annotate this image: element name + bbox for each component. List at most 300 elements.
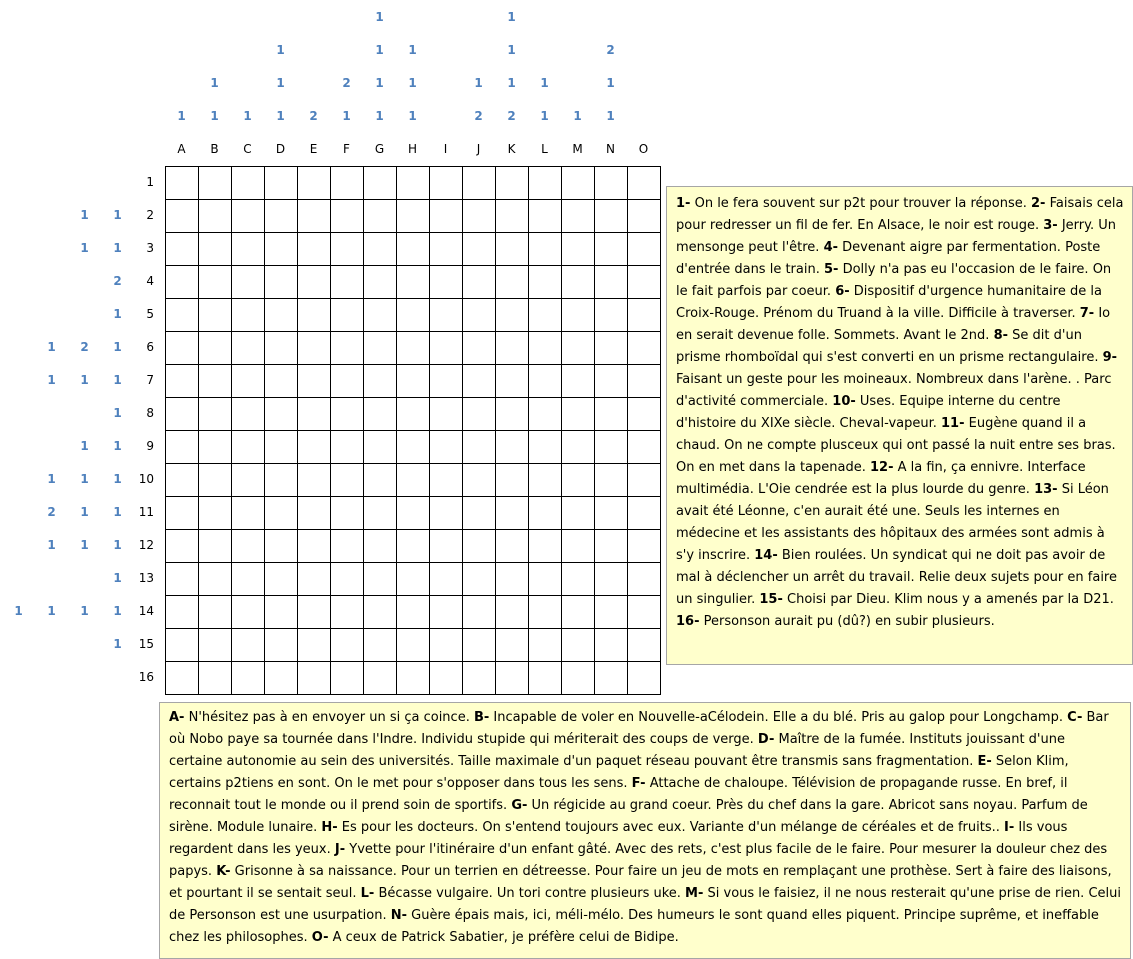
column-clue-number: 1 <box>408 109 417 123</box>
grid-cell[interactable] <box>463 497 496 530</box>
definition-text: Bar où Nobo paye sa tournée dans l'Indre. Individu stupide qui mériterait des coups de verge. <box>169 710 1109 747</box>
grid-cell[interactable] <box>364 563 397 596</box>
grid-cell[interactable] <box>529 299 562 332</box>
grid-cell[interactable] <box>430 464 463 497</box>
grid-cell[interactable] <box>628 629 661 662</box>
definition-text: Maître de la fumée. Instituts jouissant d'une certaine autonomie au sein des universités. Taille maximale d'un paquet réseau pouvant être transmis sans fragmentation. <box>169 732 1065 769</box>
grid-cell[interactable] <box>265 200 298 233</box>
grid-cell[interactable] <box>199 530 232 563</box>
grid-cell[interactable] <box>430 497 463 530</box>
grid-cell[interactable] <box>397 233 430 266</box>
definition-text: Devenant aigre par fermentation. Poste d'entrée dans le train. <box>676 240 1101 277</box>
grid-cell[interactable] <box>562 662 595 695</box>
grid-cell[interactable] <box>496 530 529 563</box>
definition-item <box>676 196 1031 211</box>
grid-cell[interactable] <box>232 497 265 530</box>
row-clue-number: 1 <box>113 439 122 453</box>
grid-cell[interactable] <box>430 530 463 563</box>
grid-cell[interactable] <box>232 563 265 596</box>
grid-cell[interactable] <box>595 200 628 233</box>
grid-cell[interactable] <box>265 398 298 431</box>
grid-cell[interactable] <box>298 200 331 233</box>
row-number-2: 2 <box>146 208 154 222</box>
grid-cell[interactable] <box>397 167 430 200</box>
grid-cell[interactable] <box>496 167 529 200</box>
column-letter-l: L <box>541 142 548 156</box>
grid-cell[interactable] <box>628 332 661 365</box>
grid-cell[interactable] <box>232 629 265 662</box>
definition-text: Faisant un geste pour les moineaux. Nombreux dans l'arène. . Parc d'activité commerciale. <box>676 372 1112 409</box>
row-clue-number: 1 <box>113 505 122 519</box>
grid-cell[interactable] <box>562 530 595 563</box>
grid-cell[interactable] <box>265 596 298 629</box>
grid-cell[interactable] <box>199 497 232 530</box>
row-clue-number: 1 <box>113 307 122 321</box>
grid-cell[interactable] <box>331 200 364 233</box>
column-letter-e: E <box>309 142 318 156</box>
grid-cell[interactable] <box>562 233 595 266</box>
grid-cell[interactable] <box>595 266 628 299</box>
grid-cell[interactable] <box>298 266 331 299</box>
row-number-13: 13 <box>138 571 154 585</box>
grid-cell[interactable] <box>397 299 430 332</box>
grid-cell[interactable] <box>298 563 331 596</box>
grid-cell[interactable] <box>397 662 430 695</box>
definition-text: Eugène quand il a chaud. On ne compte plusceux qui ont passé la nuit entre ses bras. On en met dans la tapenade. <box>676 416 1116 475</box>
grid-cell[interactable] <box>595 563 628 596</box>
grid-cell[interactable] <box>397 497 430 530</box>
column-clue-number: 1 <box>573 109 582 123</box>
grid-cell[interactable] <box>199 398 232 431</box>
grid-cell[interactable] <box>298 299 331 332</box>
grid-cell[interactable] <box>595 233 628 266</box>
grid-cell[interactable] <box>397 398 430 431</box>
grid-cell[interactable] <box>463 596 496 629</box>
grid-cell[interactable] <box>331 266 364 299</box>
grid-cell[interactable] <box>298 596 331 629</box>
grid-cell[interactable] <box>463 167 496 200</box>
grid-cell[interactable] <box>298 431 331 464</box>
column-clue-number: 2 <box>507 109 516 123</box>
grid-cell[interactable] <box>166 200 199 233</box>
grid-cell[interactable] <box>628 167 661 200</box>
definition-text: Si vous le faisiez, il ne nous resterait qu'une prise de rien. Celui de Personson est une usurpation. <box>169 886 1121 923</box>
grid-cell[interactable] <box>463 299 496 332</box>
definition-item <box>676 614 995 629</box>
grid-cell[interactable] <box>199 629 232 662</box>
grid-cell[interactable] <box>562 266 595 299</box>
grid-cell[interactable] <box>595 431 628 464</box>
grid-cell[interactable] <box>562 200 595 233</box>
grid-cell[interactable] <box>298 530 331 563</box>
definition-label: I- <box>1004 820 1015 835</box>
grid-cell[interactable] <box>397 200 430 233</box>
row-clue-number: 1 <box>47 604 56 618</box>
grid-cell[interactable] <box>628 398 661 431</box>
grid-cell[interactable] <box>265 662 298 695</box>
grid-cell[interactable] <box>331 662 364 695</box>
grid-cell[interactable] <box>397 431 430 464</box>
grid-cell[interactable] <box>529 266 562 299</box>
grid-cell[interactable] <box>331 431 364 464</box>
grid-cell[interactable] <box>562 464 595 497</box>
grid-cell[interactable] <box>562 167 595 200</box>
row-clue-number: 1 <box>47 373 56 387</box>
grid-cell[interactable] <box>562 299 595 332</box>
row-number-12: 12 <box>138 538 154 552</box>
grid-cell[interactable] <box>562 365 595 398</box>
definition-label: 2- <box>1031 196 1046 211</box>
grid-cell[interactable] <box>628 464 661 497</box>
grid-cell[interactable] <box>232 398 265 431</box>
grid-cell[interactable] <box>364 464 397 497</box>
grid-cell[interactable] <box>562 497 595 530</box>
grid-cell[interactable] <box>529 167 562 200</box>
grid-cell[interactable] <box>496 464 529 497</box>
grid-cell[interactable] <box>430 398 463 431</box>
definition-label: O- <box>311 930 329 945</box>
grid-cell[interactable] <box>331 629 364 662</box>
grid-cell[interactable] <box>529 464 562 497</box>
grid-cell[interactable] <box>265 365 298 398</box>
grid-cell[interactable] <box>364 497 397 530</box>
grid-cell[interactable] <box>232 167 265 200</box>
grid-cell[interactable] <box>298 497 331 530</box>
grid-cell[interactable] <box>364 629 397 662</box>
grid-cell[interactable] <box>529 662 562 695</box>
column-clue-number: 1 <box>507 43 516 57</box>
grid-cell[interactable] <box>166 629 199 662</box>
grid-cell[interactable] <box>364 233 397 266</box>
grid-cell[interactable] <box>496 596 529 629</box>
definition-label: 5- <box>823 262 839 277</box>
grid-cell[interactable] <box>364 596 397 629</box>
definition-label: 4- <box>823 240 839 255</box>
grid-cell[interactable] <box>199 662 232 695</box>
grid-cell[interactable] <box>463 431 496 464</box>
grid-cell[interactable] <box>298 332 331 365</box>
grid-cell[interactable] <box>199 431 232 464</box>
row-clue-number: 1 <box>113 604 122 618</box>
grid-cell[interactable] <box>364 332 397 365</box>
definition-label: G- <box>511 798 528 813</box>
grid-cell[interactable] <box>397 530 430 563</box>
definition-label: 3- <box>1043 218 1058 233</box>
grid-cell[interactable] <box>496 332 529 365</box>
grid-cell[interactable] <box>463 332 496 365</box>
grid-cell[interactable] <box>397 332 430 365</box>
column-clue-number: 1 <box>276 109 285 123</box>
column-letter-d: D <box>275 142 286 156</box>
grid-cell[interactable] <box>529 497 562 530</box>
grid-cell[interactable] <box>430 431 463 464</box>
grid-cell[interactable] <box>199 563 232 596</box>
row-number-10: 10 <box>138 472 154 486</box>
grid-cell[interactable] <box>364 167 397 200</box>
grid-cell[interactable] <box>265 629 298 662</box>
grid-cell[interactable] <box>496 365 529 398</box>
grid-cell[interactable] <box>397 563 430 596</box>
grid-cell[interactable] <box>529 398 562 431</box>
grid-cell[interactable] <box>628 365 661 398</box>
grid-cell[interactable] <box>364 365 397 398</box>
column-clue-number: 1 <box>507 76 516 90</box>
grid-cell[interactable] <box>364 530 397 563</box>
grid-cell[interactable] <box>397 629 430 662</box>
grid-cell[interactable] <box>595 662 628 695</box>
row-clue-number: 1 <box>113 340 122 354</box>
grid-cell[interactable] <box>529 200 562 233</box>
grid-cell[interactable] <box>166 530 199 563</box>
grid-cell[interactable] <box>628 200 661 233</box>
column-clue-number: 2 <box>342 76 351 90</box>
grid-cell[interactable] <box>298 662 331 695</box>
grid-cell[interactable] <box>595 365 628 398</box>
grid-cell[interactable] <box>529 629 562 662</box>
grid-cell[interactable] <box>265 563 298 596</box>
grid-cell[interactable] <box>496 497 529 530</box>
grid-cell[interactable] <box>199 299 232 332</box>
grid-cell[interactable] <box>265 464 298 497</box>
grid-cell[interactable] <box>166 596 199 629</box>
grid-cell[interactable] <box>199 332 232 365</box>
grid-cell[interactable] <box>397 365 430 398</box>
grid-cell[interactable] <box>496 431 529 464</box>
grid-cell[interactable] <box>628 563 661 596</box>
grid-cell[interactable] <box>463 365 496 398</box>
grid-cell[interactable] <box>529 530 562 563</box>
grid-cell[interactable] <box>199 596 232 629</box>
grid-cell[interactable] <box>265 167 298 200</box>
grid-cell[interactable] <box>595 497 628 530</box>
grid-cell[interactable] <box>496 662 529 695</box>
grid-cell[interactable] <box>463 398 496 431</box>
grid-cell[interactable] <box>430 662 463 695</box>
grid-cell[interactable] <box>562 431 595 464</box>
grid-cell[interactable] <box>397 596 430 629</box>
grid-cell[interactable] <box>595 530 628 563</box>
row-clue-number: 1 <box>113 571 122 585</box>
definition-label: A- <box>169 710 185 725</box>
grid-cell[interactable] <box>430 596 463 629</box>
grid-cell[interactable] <box>529 431 562 464</box>
grid-cell[interactable] <box>232 530 265 563</box>
grid-cell[interactable] <box>430 200 463 233</box>
grid-cell[interactable] <box>331 233 364 266</box>
grid-cell[interactable] <box>496 266 529 299</box>
grid-cell[interactable] <box>331 167 364 200</box>
definition-label: 7- <box>1079 306 1095 321</box>
grid-cell[interactable] <box>595 398 628 431</box>
grid-cell[interactable] <box>199 167 232 200</box>
grid-cell[interactable] <box>199 266 232 299</box>
grid-cell[interactable] <box>529 332 562 365</box>
grid-cell[interactable] <box>496 200 529 233</box>
grid-cell[interactable] <box>595 629 628 662</box>
grid-cell[interactable] <box>430 629 463 662</box>
definition-text: Dolly n'a pas eu l'occasion de le faire. On le fait parfois par coeur. <box>676 262 1112 299</box>
grid-cell[interactable] <box>430 266 463 299</box>
grid-cell[interactable] <box>562 563 595 596</box>
grid-cell[interactable] <box>331 332 364 365</box>
grid-cell[interactable] <box>628 530 661 563</box>
grid-cell[interactable] <box>166 431 199 464</box>
grid-cell[interactable] <box>562 629 595 662</box>
grid-cell[interactable] <box>199 464 232 497</box>
grid-cell[interactable] <box>628 497 661 530</box>
row-clue-number: 1 <box>47 340 56 354</box>
grid-cell[interactable] <box>628 266 661 299</box>
grid-cell[interactable] <box>595 464 628 497</box>
grid-cell[interactable] <box>166 662 199 695</box>
grid-cell[interactable] <box>298 233 331 266</box>
definition-label: 6- <box>835 284 850 299</box>
grid-cell[interactable] <box>463 233 496 266</box>
grid-cell[interactable] <box>628 431 661 464</box>
grid-cell[interactable] <box>463 563 496 596</box>
grid-cell[interactable] <box>331 563 364 596</box>
grid-cell[interactable] <box>232 332 265 365</box>
grid-cell[interactable] <box>430 299 463 332</box>
grid-cell[interactable] <box>166 365 199 398</box>
grid-cell[interactable] <box>562 332 595 365</box>
grid-cell[interactable] <box>364 200 397 233</box>
grid-cell[interactable] <box>595 299 628 332</box>
grid-cell[interactable] <box>496 299 529 332</box>
grid-cell[interactable] <box>166 167 199 200</box>
grid-cell[interactable] <box>265 266 298 299</box>
grid-cell[interactable] <box>430 365 463 398</box>
row-number-11: 11 <box>138 505 154 519</box>
grid-cell[interactable] <box>463 266 496 299</box>
grid-cell[interactable] <box>364 398 397 431</box>
grid-cell[interactable] <box>232 662 265 695</box>
grid-cell[interactable] <box>265 530 298 563</box>
column-clue-number: 1 <box>375 10 384 24</box>
row-number-1: 1 <box>146 175 154 189</box>
grid-cell[interactable] <box>232 365 265 398</box>
grid-cell[interactable] <box>298 629 331 662</box>
grid-cell[interactable] <box>595 332 628 365</box>
column-clue-number: 1 <box>342 109 351 123</box>
grid-cell[interactable] <box>265 497 298 530</box>
grid-cell[interactable] <box>430 167 463 200</box>
row-clue-number: 1 <box>113 637 122 651</box>
grid-cell[interactable] <box>529 596 562 629</box>
grid-cell[interactable] <box>496 563 529 596</box>
grid-cell[interactable] <box>397 266 430 299</box>
grid-cell[interactable] <box>232 431 265 464</box>
grid-cell[interactable] <box>364 299 397 332</box>
definition-text: Bien roulées. Un syndicat qui ne doit pas avoir de mal à déclencher un arrêt du travail. Relie deux sujets pour en faire un singulier. <box>676 548 1117 607</box>
grid-cell[interactable] <box>298 398 331 431</box>
column-clue-number: 1 <box>606 76 615 90</box>
row-clue-number: 1 <box>113 538 122 552</box>
column-clue-number: 1 <box>375 43 384 57</box>
row-clue-number: 1 <box>47 472 56 486</box>
column-letter-b: B <box>210 142 219 156</box>
grid-cell[interactable] <box>463 200 496 233</box>
grid-cell[interactable] <box>628 662 661 695</box>
grid-cell[interactable] <box>529 563 562 596</box>
grid-cell[interactable] <box>232 233 265 266</box>
grid-cell[interactable] <box>628 233 661 266</box>
grid-cell[interactable] <box>496 398 529 431</box>
grid-cell[interactable] <box>265 233 298 266</box>
grid-cell[interactable] <box>199 200 232 233</box>
grid-cell[interactable] <box>430 233 463 266</box>
grid-cell[interactable] <box>199 365 232 398</box>
grid-cell[interactable] <box>397 464 430 497</box>
grid-cell[interactable] <box>529 233 562 266</box>
grid-cell[interactable] <box>298 365 331 398</box>
grid-cell[interactable] <box>166 233 199 266</box>
grid-cell[interactable] <box>562 398 595 431</box>
grid-cell[interactable] <box>529 365 562 398</box>
grid-cell[interactable] <box>430 332 463 365</box>
grid-cell[interactable] <box>496 233 529 266</box>
grid-cell[interactable] <box>364 431 397 464</box>
grid-cell[interactable] <box>232 299 265 332</box>
grid-cell[interactable] <box>331 497 364 530</box>
grid-cell[interactable] <box>595 596 628 629</box>
grid-cell[interactable] <box>166 332 199 365</box>
grid-cell[interactable] <box>298 464 331 497</box>
row-clue-number: 1 <box>113 241 122 255</box>
grid-cell[interactable] <box>232 596 265 629</box>
grid-cell[interactable] <box>595 167 628 200</box>
grid-cell[interactable] <box>562 596 595 629</box>
grid-cell[interactable] <box>463 464 496 497</box>
row-number-3: 3 <box>146 241 154 255</box>
grid-cell[interactable] <box>463 530 496 563</box>
grid-cell[interactable] <box>232 464 265 497</box>
grid-cell[interactable] <box>265 431 298 464</box>
grid-cell[interactable] <box>265 332 298 365</box>
grid-cell[interactable] <box>463 629 496 662</box>
grid-cell[interactable] <box>331 398 364 431</box>
row-clue-number: 2 <box>47 505 56 519</box>
grid-cell[interactable] <box>232 200 265 233</box>
grid-cell[interactable] <box>364 662 397 695</box>
grid-cell[interactable] <box>463 662 496 695</box>
definition-label: 1- <box>676 196 691 211</box>
definition-label: 15- <box>759 592 783 607</box>
grid-cell[interactable] <box>166 464 199 497</box>
grid-cell[interactable] <box>166 266 199 299</box>
grid-cell[interactable] <box>232 266 265 299</box>
grid-cell[interactable] <box>364 266 397 299</box>
grid-cell[interactable] <box>331 596 364 629</box>
grid-cell[interactable] <box>298 167 331 200</box>
grid-cell[interactable] <box>166 563 199 596</box>
grid-cell[interactable] <box>430 563 463 596</box>
grid-cell[interactable] <box>166 299 199 332</box>
grid-cell[interactable] <box>166 398 199 431</box>
grid-cell[interactable] <box>496 629 529 662</box>
grid-cell[interactable] <box>199 233 232 266</box>
grid-cell[interactable] <box>265 299 298 332</box>
grid-cell[interactable] <box>331 530 364 563</box>
grid-cell[interactable] <box>628 299 661 332</box>
grid-cell[interactable] <box>166 497 199 530</box>
grid-cell[interactable] <box>628 596 661 629</box>
column-clue-number: 2 <box>606 43 615 57</box>
grid-cell[interactable] <box>331 464 364 497</box>
grid-cell[interactable] <box>331 365 364 398</box>
grid-cell[interactable] <box>331 299 364 332</box>
definition-text: Io en serait devenue folle. Sommets. Avant le 2nd. <box>676 306 1111 343</box>
